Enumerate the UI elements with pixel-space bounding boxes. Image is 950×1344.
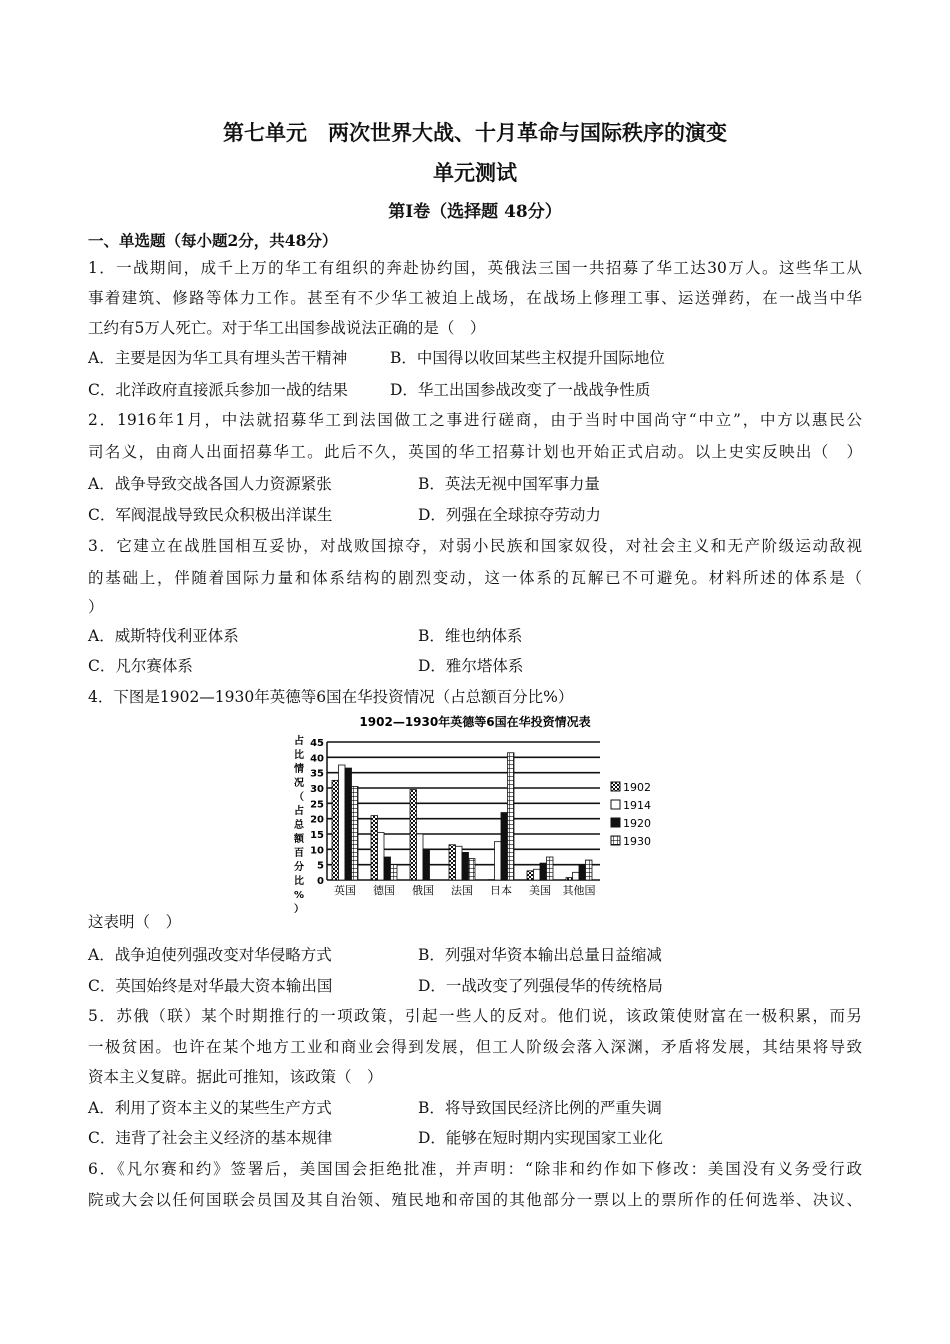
question-6-text: 6．《凡尔赛和约》签署后，美国国会拒绝批准，并声明：“除非和约作如下修改：美国没有义务受行政 bbox=[88, 1160, 862, 1178]
bar-1902-6 bbox=[566, 878, 573, 880]
bar-1920-5 bbox=[540, 863, 547, 880]
x-tick-label: 英国 bbox=[334, 884, 356, 897]
bar-1920-4 bbox=[501, 813, 508, 880]
x-tick-label: 其他国 bbox=[562, 884, 596, 897]
x-tick-label: 日本 bbox=[490, 884, 512, 897]
bar-1914-5 bbox=[534, 869, 541, 880]
question-2-text: 2．1916年1月，中法就招募华工到法国做工之事进行磋商，由于当时中国尚守“中立”，中方以惠民公 bbox=[88, 411, 862, 429]
test-subtitle: 单元测试 bbox=[433, 161, 517, 185]
unit-title: 第七单元 两次世界大战、十月革命与国际秩序的演变 bbox=[223, 121, 727, 145]
q4-option-a[interactable]: A．战争迫使列强改变对华侵略方式 bbox=[88, 946, 332, 964]
q1-option-d[interactable]: D．华工出国参战改变了一战战争性质 bbox=[390, 381, 651, 399]
q4-option-b[interactable]: B．列强对华资本输出总量日益缩减 bbox=[418, 946, 662, 964]
legend-swatch-1902 bbox=[611, 782, 620, 791]
q3-option-d[interactable]: D．雅尔塔体系 bbox=[418, 657, 524, 675]
y-tick-label: 0 bbox=[317, 876, 324, 887]
q5-option-d[interactable]: D．能够在短时期内实现国家工业化 bbox=[418, 1129, 663, 1147]
volume-heading: 第Ⅰ卷（选择题 48分） bbox=[388, 202, 562, 222]
bar-1930-4 bbox=[508, 753, 515, 880]
q5-option-a[interactable]: A．利用了资本主义的某些生产方式 bbox=[88, 1099, 332, 1117]
question-5-text: 5．苏俄（联）某个时期推行的一项政策，引起一些人的反对。他们说，该政策使财富在一极积累，而另 bbox=[88, 1007, 862, 1025]
question-3-text: 3．它建立在战胜国相互妥协，对战败国掠夺，对弱小民族和国家奴役，对社会主义和无产阶级运动敌视 bbox=[88, 537, 862, 555]
bar-1914-4 bbox=[495, 842, 502, 880]
bar-1914-6 bbox=[573, 872, 580, 880]
y-tick-label: 10 bbox=[310, 845, 324, 857]
q1-option-c[interactable]: C．北洋政府直接派兵参加一战的结果 bbox=[88, 381, 348, 399]
x-tick-label: 俄国 bbox=[412, 884, 434, 897]
x-tick-label: 美国 bbox=[529, 884, 551, 897]
q2-option-c[interactable]: C．军阀混战导致民众积极出洋谋生 bbox=[88, 506, 333, 524]
q1-option-a[interactable]: A．主要是因为华工具有埋头苦干精神 bbox=[88, 349, 348, 367]
question-3-text: ） bbox=[88, 598, 104, 616]
question-1-text: 工约有5万人死亡。对于华工出国参战说法正确的是（ ） bbox=[88, 319, 486, 337]
bar-1902-0 bbox=[332, 780, 339, 880]
bar-1902-5 bbox=[527, 871, 534, 880]
q3-option-a[interactable]: A．威斯特伐利亚体系 bbox=[88, 627, 239, 645]
bar-1914-3 bbox=[456, 846, 463, 880]
bar-1914-0 bbox=[339, 765, 346, 880]
question-3-text: 的基础上，伴随着国际力量和体系结构的剧烈变动，这一体系的瓦解已不可避免。材料所述的体系是（ bbox=[88, 569, 862, 587]
q1-option-b[interactable]: B．中国得以收回某些主权提升国际地位 bbox=[390, 349, 665, 367]
question-1-text: 事着建筑、修路等体力工作。甚至有不少华工被迫上战场，在战场上修理工事、运送弹药，在一战当中华 bbox=[88, 289, 862, 307]
bar-1930-3 bbox=[469, 859, 476, 880]
question-2-text: 司名义，由商人出面招募华工。此后不久，英国的华工招募计划也开始正式启动。以上史实反映出（ ） bbox=[88, 443, 862, 461]
bar-1902-2 bbox=[410, 790, 417, 880]
y-tick-label: 5 bbox=[317, 860, 324, 872]
q5-option-c[interactable]: C．违背了社会主义经济的基本规律 bbox=[88, 1129, 333, 1147]
question-5-text: 资本主义复辟。据此可推知，该政策（ ） bbox=[88, 1068, 383, 1086]
question-6-text: 院或大会以任何国联会员国及其自治领、殖民地和帝国的其他部分一票以上的票所作的任何选举、决议、 bbox=[88, 1191, 862, 1209]
bar-1920-2 bbox=[423, 849, 430, 880]
q4-option-c[interactable]: C．英国始终是对华最大资本输出国 bbox=[88, 977, 333, 995]
q2-option-d[interactable]: D．列强在全球掠夺劳动力 bbox=[418, 506, 601, 524]
y-tick-label: 20 bbox=[310, 814, 324, 826]
bar-1930-1 bbox=[391, 865, 398, 880]
y-tick-label: 45 bbox=[310, 738, 324, 749]
y-tick-label: 25 bbox=[310, 799, 324, 811]
legend-swatch-1920 bbox=[611, 818, 620, 827]
bar-1920-1 bbox=[384, 857, 391, 880]
y-tick-label: 40 bbox=[310, 753, 324, 765]
section-heading: 一、单选题（每小题2分，共48分） bbox=[88, 231, 338, 250]
x-tick-label: 法国 bbox=[451, 884, 473, 897]
bar-1930-5 bbox=[547, 857, 554, 880]
question-4-prompt: 这表明（ ） bbox=[88, 913, 182, 931]
legend-swatch-1930 bbox=[611, 836, 620, 845]
legend-swatch-1914 bbox=[611, 800, 620, 809]
q2-option-b[interactable]: B．英法无视中国军事力量 bbox=[418, 475, 600, 493]
question-5-text: 一极贫困。也许在某个地方工业和商业会得到发展，但工人阶级会落入深渊，矛盾将发展，其结果将导致 bbox=[88, 1038, 862, 1056]
legend-label: 1914 bbox=[623, 799, 651, 812]
bar-1930-0 bbox=[352, 786, 359, 880]
legend-label: 1920 bbox=[623, 817, 651, 830]
bar-1902-1 bbox=[371, 816, 378, 880]
question-1-text: 1．一战期间，成千上万的华工有组织的奔赴协约国，英俄法三国一共招募了华工达30万人。这些华工从 bbox=[88, 259, 862, 277]
bar-1930-6 bbox=[586, 860, 593, 880]
q3-option-c[interactable]: C．凡尔赛体系 bbox=[88, 657, 193, 675]
bar-1914-1 bbox=[378, 832, 385, 880]
q4-option-d[interactable]: D．一战改变了列强侵华的传统格局 bbox=[418, 977, 663, 995]
bar-1920-3 bbox=[462, 852, 469, 880]
legend-label: 1930 bbox=[623, 835, 651, 848]
y-tick-label: 35 bbox=[310, 768, 324, 780]
bar-1902-3 bbox=[449, 845, 456, 880]
legend-label: 1902 bbox=[623, 781, 651, 794]
bar-1920-0 bbox=[345, 768, 352, 880]
q2-option-a[interactable]: A．战争导致交战各国人力资源紧张 bbox=[88, 475, 332, 493]
question-4-text: 4．下图是1902—1930年英德等6国在华投资情况（占总额百分比%） bbox=[88, 688, 574, 706]
y-axis-label: 占比情况（占总额百分比%） bbox=[293, 736, 305, 915]
q5-option-b[interactable]: B．将导致国民经济比例的严重失调 bbox=[418, 1099, 662, 1117]
chart-title: 1902—1930年英德等6国在华投资情况表 bbox=[359, 715, 591, 729]
y-tick-label: 30 bbox=[310, 784, 324, 795]
x-tick-label: 德国 bbox=[373, 884, 395, 897]
bar-1920-6 bbox=[579, 865, 586, 880]
q3-option-b[interactable]: B．维也纳体系 bbox=[418, 627, 523, 645]
investment-bar-chart bbox=[285, 712, 665, 915]
y-tick-label: 15 bbox=[310, 830, 324, 841]
bar-1914-2 bbox=[417, 834, 424, 880]
